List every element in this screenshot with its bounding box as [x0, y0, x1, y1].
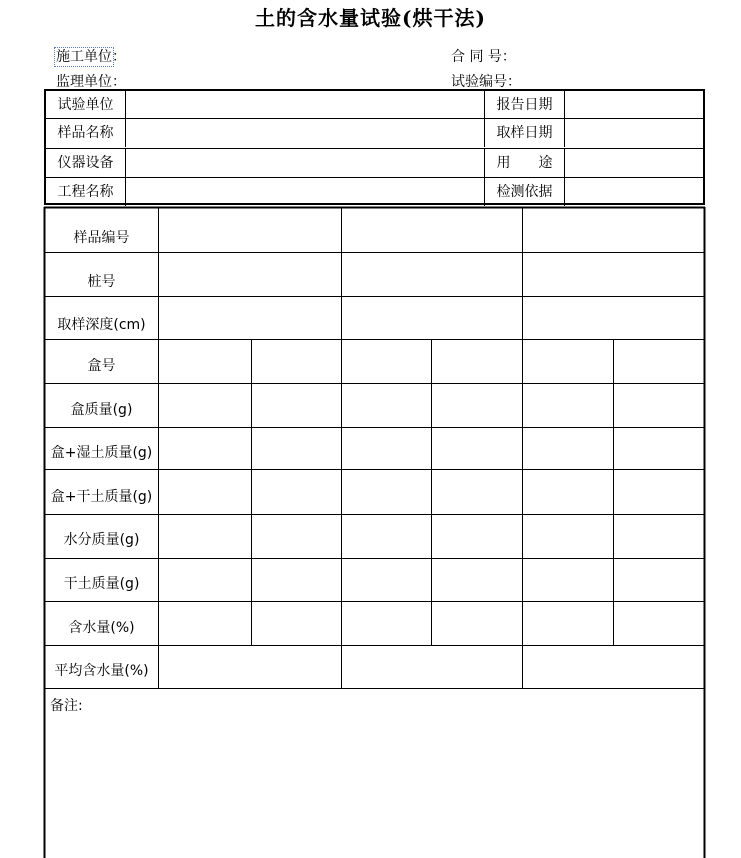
info-table: [44, 89, 705, 205]
info-value-purpose[interactable]: [565, 149, 703, 177]
info-label-test-unit: 试验单位: [46, 91, 126, 120]
test-no-field[interactable]: [451, 71, 521, 91]
colon: ：: [112, 74, 126, 90]
info-value-sampling-date[interactable]: [565, 119, 703, 147]
row-label-box-mass: 盒质量(g): [70, 402, 133, 418]
info-label-sample-name: 样品名称: [46, 119, 126, 147]
row-label-box-no: 盒号: [87, 358, 116, 374]
colon: ：: [112, 49, 126, 65]
supervision-unit-field[interactable]: [56, 71, 126, 91]
info-row: [46, 148, 703, 177]
row-label-box-wet-soil-mass: 盒+湿土质量(g): [50, 445, 153, 461]
row-label-sample-no: 样品编号: [73, 230, 130, 246]
row-label-dry-soil-mass: 干土质量(g): [63, 576, 140, 592]
row-label-sampling-depth: 取样深度(cm): [57, 317, 146, 333]
info-value-project-name[interactable]: [126, 178, 485, 206]
test-no-label: 试验编号: [451, 74, 507, 90]
remarks-label: 备注:: [50, 698, 83, 714]
info-value-test-unit[interactable]: [126, 91, 485, 120]
info-value-report-date[interactable]: [565, 91, 703, 120]
contract-no-label: 合 同 号: [451, 49, 502, 65]
row-label-box-dry-soil-mass: 盒+干土质量(g): [50, 489, 153, 505]
info-value-sample-name[interactable]: [126, 119, 485, 147]
construction-unit-label: 施工单位: [56, 49, 112, 65]
colon: ：: [501, 49, 516, 65]
info-label-test-basis: 检测依据: [485, 178, 565, 206]
row-label-average-water-content: 平均含水量(%): [54, 663, 149, 679]
colon: ：: [507, 74, 521, 90]
info-value-equipment[interactable]: [126, 149, 485, 177]
supervision-unit-label: 监理单位: [56, 74, 112, 90]
info-label-equipment: 仪器设备: [46, 149, 126, 177]
info-label-project-name: 工程名称: [46, 178, 126, 206]
info-row: [46, 177, 703, 206]
construction-unit-field[interactable]: [56, 46, 126, 66]
info-label-purpose: 用 途: [485, 149, 565, 177]
row-label-water-mass: 水分质量(g): [63, 532, 140, 548]
page-title: 土的含水量试验(烘干法): [255, 6, 486, 30]
info-row: [46, 118, 703, 147]
info-value-test-basis[interactable]: [565, 178, 703, 206]
info-label-report-date: 报告日期: [485, 91, 565, 120]
info-row: [46, 91, 703, 120]
row-label-water-content: 含水量(%): [68, 620, 135, 636]
contract-no-field[interactable]: [451, 46, 516, 66]
row-label-pile-no: 桩号: [87, 274, 116, 290]
info-label-sampling-date: 取样日期: [485, 119, 565, 147]
